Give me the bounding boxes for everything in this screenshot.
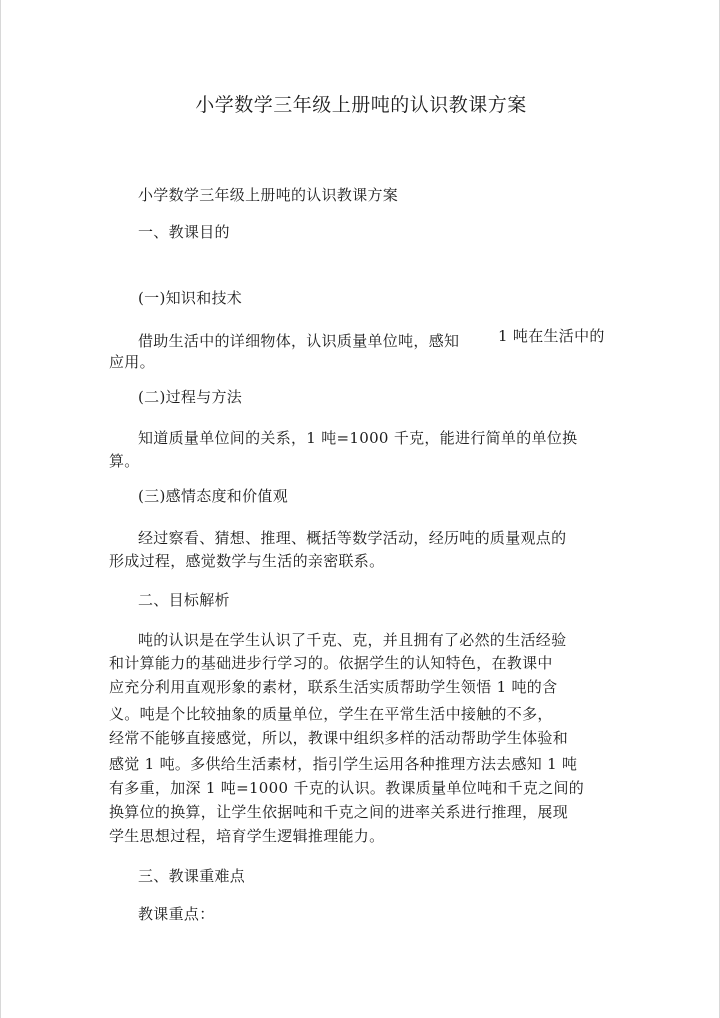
section-heading-3: 三、教课重难点	[138, 867, 246, 885]
paragraph-line: 应充分利用直观形象的素材，联系生活实质帮助学生领悟 1 吨的含	[109, 678, 558, 696]
paragraph-line: 和计算能力的基础进步行学习的。依据学生的认知特色，在教课中	[109, 654, 553, 672]
subsection-heading-2: (二)过程与方法	[138, 388, 243, 406]
paragraph-line: 经常不能够直接感觉，所以，教课中组织多样的活动帮助学生体验和	[109, 729, 569, 747]
paragraph-line: 借助生活中的详细物体，认识质量单位吨，感知	[138, 332, 460, 350]
paragraph-line: 换算位的换算，让学生依据吨和千克之间的进率关系进行推理，展现	[109, 803, 569, 821]
paragraph-line: 算。	[109, 452, 140, 470]
paragraph-line: 感觉 1 吨。多供给生活素材，指引学生运用各种推理方法去感知 1 吨	[109, 755, 578, 773]
paragraph-line-fragment: 1 吨在生活中的	[498, 327, 605, 345]
paragraph-line: 吨的认识是在学生认识了千克、克，并且拥有了必然的生活经验	[138, 631, 567, 649]
paragraph-line: 知道质量单位间的关系，1 吨=1000 千克，能进行简单的单位换	[138, 429, 578, 447]
document-subtitle: 小学数学三年级上册吨的认识教课方案	[138, 186, 399, 204]
paragraph-line: 经过察看、猜想、推理、概括等数学活动，经历吨的质量观点的	[138, 529, 567, 547]
paragraph-line: 学生思想过程，培育学生逻辑推理能力。	[109, 827, 385, 845]
paragraph-line: 应用。	[109, 353, 155, 371]
document-title: 小学数学三年级上册吨的认识教课方案	[195, 94, 527, 116]
paragraph-line: 有多重，加深 1 吨=1000 千克的认识。教课质量单位吨和千克之间的	[109, 779, 585, 797]
subsection-heading-1: (一)知识和技术	[138, 289, 243, 307]
section-heading-2: 二、目标解析	[138, 591, 230, 609]
paragraph-line: 义。吨是个比较抽象的质量单位，学生在平常生活中接触的不多，	[109, 705, 553, 723]
paragraph-line: 形成过程，感觉数学与生活的亲密联系。	[109, 552, 385, 570]
subsection-heading-4: 教课重点：	[138, 905, 215, 923]
section-heading-1: 一、教课目的	[138, 223, 230, 241]
subsection-heading-3: (三)感情态度和价值观	[138, 487, 289, 505]
